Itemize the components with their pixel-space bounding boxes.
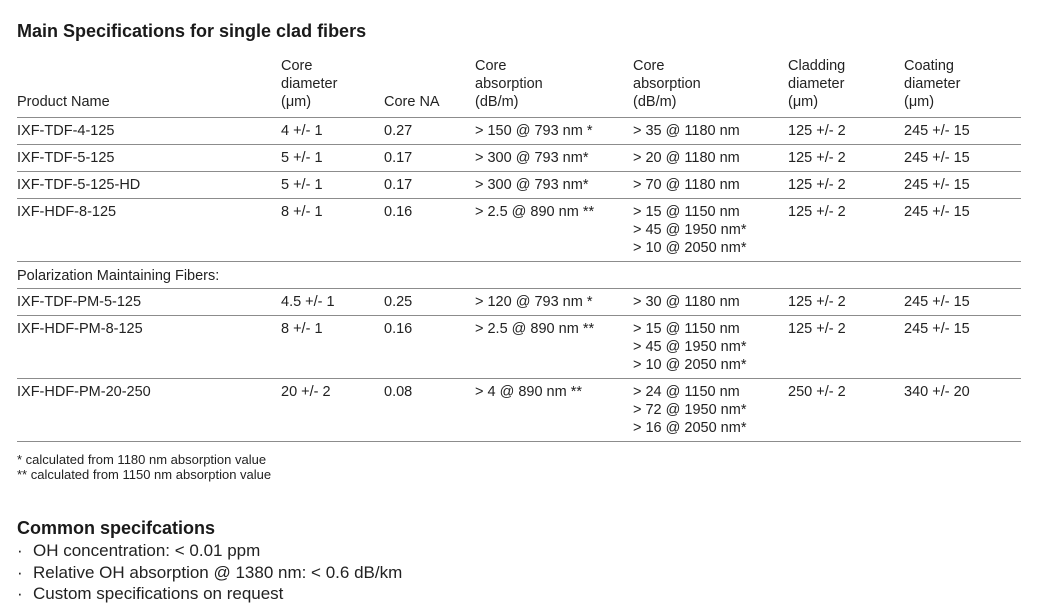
product-name-cell: IXF-HDF-PM-8-125 — [17, 316, 281, 379]
product-name-cell: IXF-TDF-4-125 — [17, 118, 281, 145]
product-name-cell: IXF-HDF-8-125 — [17, 199, 281, 262]
cladding-diameter-cell: 125 +/- 2 — [788, 172, 904, 199]
table-header-row — [17, 57, 1021, 118]
cladding-diameter-cell: 125 +/- 2 — [788, 145, 904, 172]
core-na-cell: 0.16 — [384, 199, 475, 262]
header-coating-diameter: Coating diameter (μm) — [904, 58, 961, 110]
core-na-cell: 0.17 — [384, 172, 475, 199]
core-na-cell: 0.17 — [384, 145, 475, 172]
cladding-diameter-cell: 125 +/- 2 — [788, 316, 904, 379]
list-item — [17, 562, 402, 584]
core-absorption-signal-cell: > 70 @ 1180 nm — [633, 172, 788, 199]
table-row — [17, 316, 1021, 379]
core-na-cell: 0.16 — [384, 316, 475, 379]
table-row — [17, 199, 1021, 262]
coating-diameter-cell: 340 +/- 20 — [904, 379, 1021, 442]
product-name-cell: IXF-TDF-5-125-HD — [17, 172, 281, 199]
header-core-absorption-pump: Core absorption (dB/m) — [475, 58, 543, 110]
coating-diameter-cell: 245 +/- 15 — [904, 289, 1021, 316]
section-label: Polarization Maintaining Fibers: — [17, 262, 1021, 289]
bullet-icon: · — [17, 541, 23, 560]
core-na-cell: 0.27 — [384, 118, 475, 145]
core-diameter-cell: 5 +/- 1 — [281, 172, 384, 199]
footnote: ** calculated from 1150 nm absorption value — [17, 467, 272, 482]
bullet-icon: · — [17, 584, 23, 603]
core-diameter-cell: 4.5 +/- 1 — [281, 289, 384, 316]
section-row — [17, 262, 1021, 289]
core-absorption-pump-cell: > 2.5 @ 890 nm ** — [475, 316, 633, 379]
table-row — [17, 145, 1021, 172]
header-core-absorption-signal: Core absorption (dB/m) — [633, 58, 701, 110]
table-row — [17, 118, 1021, 145]
coating-diameter-cell: 245 +/- 15 — [904, 316, 1021, 379]
core-diameter-cell: 8 +/- 1 — [281, 199, 384, 262]
table-row — [17, 379, 1021, 442]
core-absorption-signal-cell: > 20 @ 1180 nm — [633, 145, 788, 172]
table-row — [17, 172, 1021, 199]
core-absorption-pump-cell: > 4 @ 890 nm ** — [475, 379, 633, 442]
list-item — [17, 583, 402, 605]
bullet-icon: · — [17, 562, 23, 582]
common-specifications-list — [17, 540, 402, 605]
cladding-diameter-cell: 125 +/- 2 — [788, 289, 904, 316]
core-diameter-cell: 4 +/- 1 — [281, 118, 384, 145]
core-na-cell: 0.08 — [384, 379, 475, 442]
core-diameter-cell: 5 +/- 1 — [281, 145, 384, 172]
table-row — [17, 289, 1021, 316]
cladding-diameter-cell: 125 +/- 2 — [788, 199, 904, 262]
specifications-table — [17, 57, 1021, 442]
product-name-cell: IXF-HDF-PM-20-250 — [17, 379, 281, 442]
page-title: Main Specifications for single clad fibers — [17, 21, 367, 41]
header-product-name: Product Name — [17, 94, 110, 110]
coating-diameter-cell: 245 +/- 15 — [904, 118, 1021, 145]
core-absorption-signal-cell: > 15 @ 1150 nm > 45 @ 1950 nm* > 10 @ 2050 nm* — [633, 316, 788, 379]
core-diameter-cell: 20 +/- 2 — [281, 379, 384, 442]
cladding-diameter-cell: 125 +/- 2 — [788, 118, 904, 145]
list-item — [17, 540, 402, 562]
core-absorption-pump-cell: > 120 @ 793 nm * — [475, 289, 633, 316]
header-core-na: Core NA — [384, 94, 440, 110]
coating-diameter-cell: 245 +/- 15 — [904, 199, 1021, 262]
list-item-text: Relative OH absorption @ 1380 nm: < 0.6 dB/km — [33, 562, 403, 582]
footnote: * calculated from 1180 nm absorption value — [17, 452, 267, 467]
list-item-text: OH concentration: < 0.01 ppm — [33, 541, 261, 560]
header-core-diameter: Core diameter (μm) — [281, 58, 338, 110]
core-absorption-pump-cell: > 300 @ 793 nm* — [475, 172, 633, 199]
core-absorption-pump-cell: > 300 @ 793 nm* — [475, 145, 633, 172]
coating-diameter-cell: 245 +/- 15 — [904, 145, 1021, 172]
core-absorption-pump-cell: > 150 @ 793 nm * — [475, 118, 633, 145]
core-absorption-signal-cell: > 35 @ 1180 nm — [633, 118, 788, 145]
product-name-cell: IXF-TDF-5-125 — [17, 145, 281, 172]
core-na-cell: 0.25 — [384, 289, 475, 316]
core-absorption-signal-cell: > 15 @ 1150 nm > 45 @ 1950 nm* > 10 @ 2050 nm* — [633, 199, 788, 262]
header-cladding-diameter: Cladding diameter (μm) — [788, 58, 846, 110]
coating-diameter-cell: 245 +/- 15 — [904, 172, 1021, 199]
list-item-text: Custom specifications on request — [33, 584, 284, 603]
core-diameter-cell: 8 +/- 1 — [281, 316, 384, 379]
core-absorption-signal-cell: > 30 @ 1180 nm — [633, 289, 788, 316]
common-specifications-title: Common specifcations — [17, 518, 216, 538]
footnotes — [17, 452, 271, 482]
product-name-cell: IXF-TDF-PM-5-125 — [17, 289, 281, 316]
core-absorption-signal-cell: > 24 @ 1150 nm > 72 @ 1950 nm* > 16 @ 2050 nm* — [633, 379, 788, 442]
core-absorption-pump-cell: > 2.5 @ 890 nm ** — [475, 199, 633, 262]
cladding-diameter-cell: 250 +/- 2 — [788, 379, 904, 442]
